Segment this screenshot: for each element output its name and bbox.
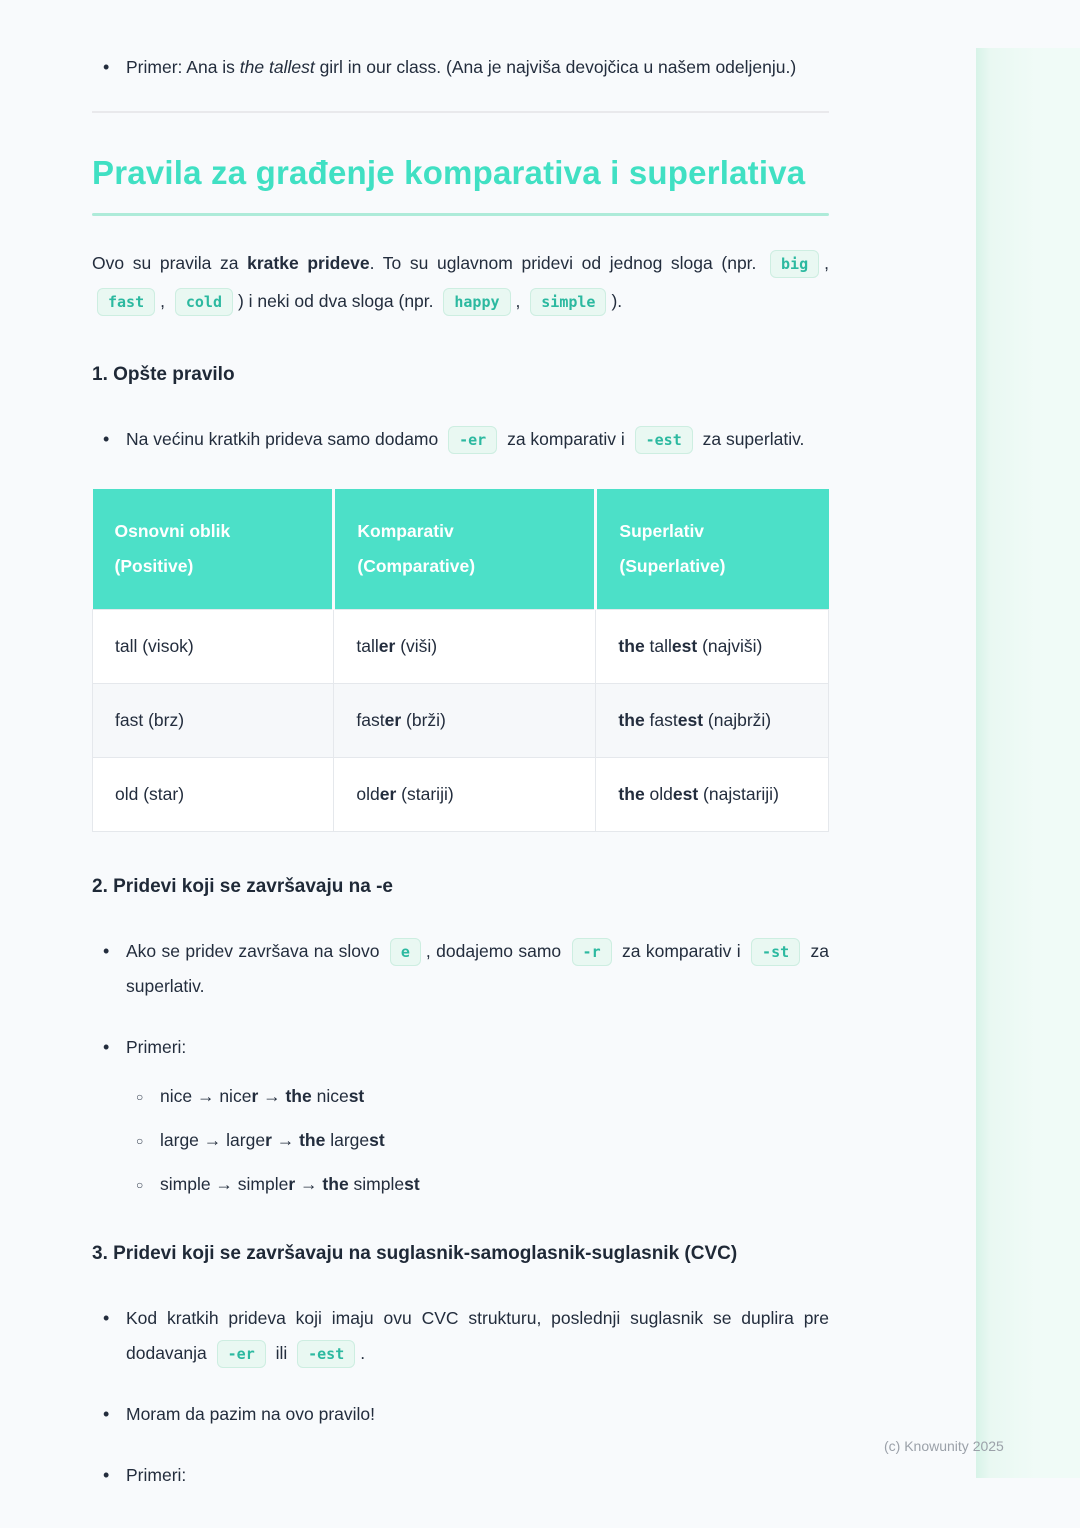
cell-superlative: the oldest (najstariji) bbox=[596, 758, 829, 832]
cell-positive: old (star) bbox=[93, 758, 334, 832]
cell-comparative: taller (viši) bbox=[334, 610, 596, 684]
cell-comparative: older (stariji) bbox=[334, 758, 596, 832]
section-2-rule-item bbox=[92, 934, 829, 1004]
copyright-note: (c) Knowunity 2025 bbox=[884, 1438, 1004, 1454]
section-3-rule-item bbox=[92, 1301, 829, 1371]
example-item bbox=[136, 1125, 829, 1155]
section-1-rule-text: Na većinu kratkih prideva samo dodamo -er za komparativ i -est za superlativ. bbox=[126, 429, 804, 449]
section-2-rule-text: Ako se pridev završava na slovo e , dodajemo samo -r za komparativ i -st za superlativ. bbox=[126, 941, 829, 996]
section-3-rule-text: Kod kratkih prideva koji imaju ovu CVC strukturu, poslednji suglasnik se duplira pre dodavanja -er ili -est . bbox=[126, 1308, 829, 1363]
examples-label: Primeri: bbox=[126, 1465, 187, 1485]
code-chip: e bbox=[390, 938, 421, 966]
cell-superlative: the tallest (najviši) bbox=[596, 610, 829, 684]
comparison-table bbox=[92, 489, 829, 832]
col-header-comparative: Komparativ (Comparative) bbox=[334, 489, 596, 610]
section-1-title: 1. Opšte pravilo bbox=[92, 364, 235, 385]
example-text: simple → simpler → the simplest bbox=[160, 1174, 420, 1194]
section-3-list bbox=[92, 1301, 829, 1493]
code-chip: -st bbox=[751, 938, 800, 966]
intro-example-text: Primer: Ana is the tallest girl in our class. (Ana je najviša devojčica u našem odeljenju.) bbox=[126, 57, 797, 77]
intro-example-item bbox=[92, 50, 829, 85]
section-2-list bbox=[92, 934, 829, 1199]
code-chip: -est bbox=[635, 426, 693, 454]
col-header-superlative: Superlativ (Superlative) bbox=[596, 489, 829, 610]
code-chip: -er bbox=[217, 1340, 266, 1368]
document-content bbox=[92, 0, 829, 1519]
example-item bbox=[136, 1169, 829, 1199]
code-chip: big bbox=[770, 250, 819, 278]
example-text: nice → nicer → the nicest bbox=[160, 1086, 365, 1106]
table-row bbox=[93, 684, 829, 758]
right-accent-stripe bbox=[976, 48, 1080, 1478]
section-2-examples-item bbox=[92, 1030, 829, 1199]
section-2-title: 2. Pridevi koji se završavaju na -e bbox=[92, 876, 393, 897]
cell-comparative: faster (brži) bbox=[334, 684, 596, 758]
section-1-rule-item bbox=[92, 422, 829, 457]
code-chip: simple bbox=[530, 288, 606, 316]
cell-positive: fast (brz) bbox=[93, 684, 334, 758]
table-row bbox=[93, 758, 829, 832]
section-3-examples-item bbox=[92, 1458, 829, 1493]
intro-example-list bbox=[92, 50, 829, 85]
cell-positive: tall (visok) bbox=[93, 610, 334, 684]
section-1-list bbox=[92, 422, 829, 457]
code-chip: -r bbox=[572, 938, 612, 966]
page-title: Pravila za građenje komparativa i superlativa bbox=[92, 154, 806, 191]
comparison-table-head bbox=[93, 489, 829, 610]
examples-label: Primeri: bbox=[126, 1037, 187, 1057]
title-underline bbox=[92, 213, 829, 216]
comparison-table-body bbox=[93, 610, 829, 832]
section-divider bbox=[92, 111, 829, 113]
code-chip: -est bbox=[297, 1340, 355, 1368]
col-header-positive: Osnovni oblik (Positive) bbox=[93, 489, 334, 610]
table-row bbox=[93, 610, 829, 684]
examples-sublist bbox=[126, 1081, 829, 1199]
code-chip: -er bbox=[448, 426, 497, 454]
code-chip: fast bbox=[97, 288, 155, 316]
cell-superlative: the fastest (najbrži) bbox=[596, 684, 829, 758]
example-item bbox=[136, 1081, 829, 1111]
intro-paragraph: Ovo su pravila za kratke prideve. To su uglavnom pridevi od jednog sloga (npr. big , fast , cold ) i neki od dva sloga (npr. happy , simple ). bbox=[92, 244, 829, 320]
section-3-note-item bbox=[92, 1397, 829, 1432]
code-chip: cold bbox=[175, 288, 233, 316]
section-3-note-text: Moram da pazim na ovo pravilo! bbox=[126, 1404, 375, 1424]
example-text: large → larger → the largest bbox=[160, 1130, 385, 1150]
code-chip: happy bbox=[443, 288, 510, 316]
section-3-title: 3. Pridevi koji se završavaju na suglasnik-samoglasnik-suglasnik (CVC) bbox=[92, 1243, 738, 1264]
